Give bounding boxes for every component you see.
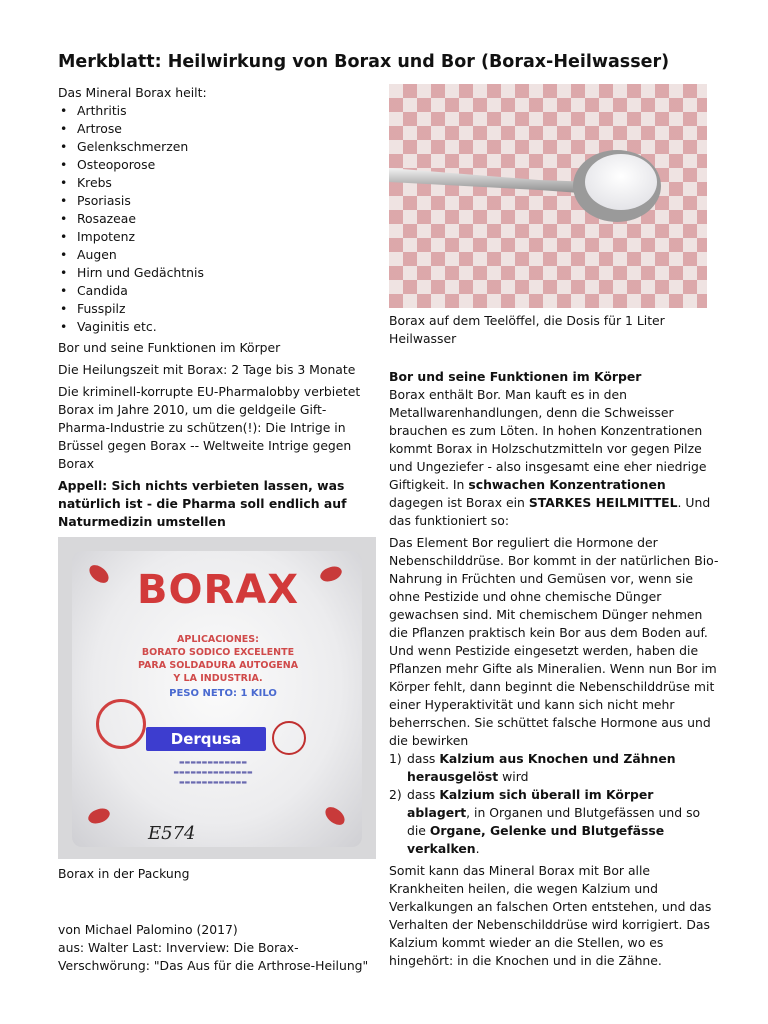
spoon-photo [389,84,707,308]
atom-icon [272,721,306,755]
list-item: • Impotenz [58,228,374,246]
illness-list [58,102,374,336]
item-bold: Kalzium aus Knochen und Zähnen herausgelöst [407,751,676,784]
item-number: 1) [389,751,402,766]
bag-line: PARA SOLDADURA AUTOGENA [137,660,299,671]
bag-small-print: ▬▬▬▬▬▬▬▬▬▬▬▬ [178,779,248,786]
heading-bold: Bor und seine Funktionen im Körper [389,369,642,384]
p1-text-e: . Und das funktioniert so: [389,495,711,528]
item-text: dass [407,751,440,766]
list-item: • Hirn und Gedächtnis [58,264,374,282]
author-line: von Michael Palomino (2017) [58,922,238,937]
item-text: wird [498,769,529,784]
list-item: • Psoriasis [58,192,374,210]
spoon-icon [389,84,707,308]
list-item: • Artrose [58,120,374,138]
list-item [389,786,719,858]
item-bold: Kalzium sich überall im Körper ablagert [407,787,654,820]
appeal-text [58,477,374,531]
item-text: dass [407,787,440,802]
bag-small-print: ▬▬▬▬▬▬▬▬▬▬▬▬ [178,759,248,766]
bag-line: APLICACIONES: [177,634,259,645]
item-bold: Organe, Gelenke und Blutgefässe verkalken [407,823,665,856]
bag-caption: Borax in der Packung [58,866,190,881]
p1-text-c: dagegen ist Borax ein [389,495,529,510]
paragraph-1 [389,386,719,530]
bag-small-print: ▬▬▬▬▬▬▬▬▬▬▬▬▬▬ [173,769,253,776]
item-text: , in Organen und Blutgefässen und so die [407,805,701,838]
list-item: • Rosazeae [58,210,374,228]
p1-bold-weak: schwachen Konzentrationen [468,477,666,492]
item-number: 2) [389,787,402,802]
bag-line: Y LA INDUSTRIA. [173,673,263,684]
list-item: • Augen [58,246,374,264]
bag-weight: PESO NETO: 1 KILO [169,688,277,699]
list-item: • Osteoporose [58,156,374,174]
page-title: Merkblatt: Heilwirkung von Borax und Bor (Borax-Heilwasser) [58,52,670,72]
list-item: • Candida [58,282,374,300]
list-item [389,750,719,786]
p1-bold-strong: STARKES HEILMITTEL [528,495,678,510]
effects-list [389,750,719,858]
list-item: • Fusspilz [58,300,374,318]
healing-time: Die Heilungszeit mit Borax: 2 Tage bis 3 Monate [58,362,356,377]
lobby-text: Die kriminell-korrupte EU-Pharmalobby verbietet Borax im Jahre 2010, um die geldgeile Gift-Pharma-Industrie zu schützen(!): Die Intrige in Brüssel gegen Borax -- Weltweite Intrige gegen Borax [58,384,361,471]
section-heading [389,368,719,386]
item-text: . [475,841,480,856]
intro-text: Das Mineral Borax heilt: [58,85,207,100]
list-item: • Vaginitis etc. [58,318,374,336]
appeal-bold: Appell: Sich nichts verbieten lassen, was natürlich ist - die Pharma soll endlich auf Naturmedizin umstellen [58,478,347,529]
bag-handwriting: E574 [148,823,196,844]
paragraph-2: Das Element Bor reguliert die Hormone der Nebenschilddrüse. Bor kommt in der natürlichen Bio-Nahrung in Früchten und Gemüsen vor, wenn sie ohne Pestizide und ohne chemische Dünger gewachsen sind. Mit chemischem Dünger nehmen die Pflanzen praktisch kein Bor aus dem Boden auf. Und wenn Pestizide eingesetzt werden, haben die Pflanzen mehr Gifte als Mineralien. Wenn nun Bor im Körper fehlt, dann beginnt die Nebenschilddrüse mit einer Hyperaktivität und kann sich nicht mehr beherrschen. Sie schüttet falsche Hormone aus und die bewirken [389,535,719,748]
bag-line: BORATO SODICO EXCELENTE [141,647,295,658]
bag-maker-logo: Derqusa [146,727,266,751]
list-item: • Gelenkschmerzen [58,138,374,156]
functions-line: Bor und seine Funktionen im Körper [58,340,281,355]
bag-brand-title: BORAX [136,567,300,613]
right-column [389,84,719,974]
borax-bag-photo [58,537,376,859]
paragraph-3: Somit kann das Mineral Borax mit Bor alle Krankheiten heilen, die wegen Kalzium und Verkalkungen an falschen Orten entstehen, und das Verhalten der Nebenschilddrüse wird korrigiert. Das Kalzium kommt wieder an die Stellen, wo es hingehört: in die Knochen und in die Zähne. [389,863,712,968]
p1-text-a: Borax enthält Bor. Man kauft es in den Metallwarenhandlungen, denn die Schweisser brauchen es zum Löten. In hohen Konzentrationen kommt Borax in Holzschutzmitteln vor gegen Pilze und Ungeziefer - also insgesamt eine eher niedrige Giftigkeit. In [389,387,707,492]
list-item: • Krebs [58,174,374,192]
left-column [58,84,374,975]
list-item: • Arthritis [58,102,374,120]
source-line: aus: Walter Last: Inverview: Die Borax-Verschwörung: "Das Aus für die Arthrose-Heilung" [58,940,369,973]
flask-icon [96,699,146,749]
spoon-caption: Borax auf dem Teelöffel, die Dosis für 1 Liter Heilwasser [389,313,665,346]
